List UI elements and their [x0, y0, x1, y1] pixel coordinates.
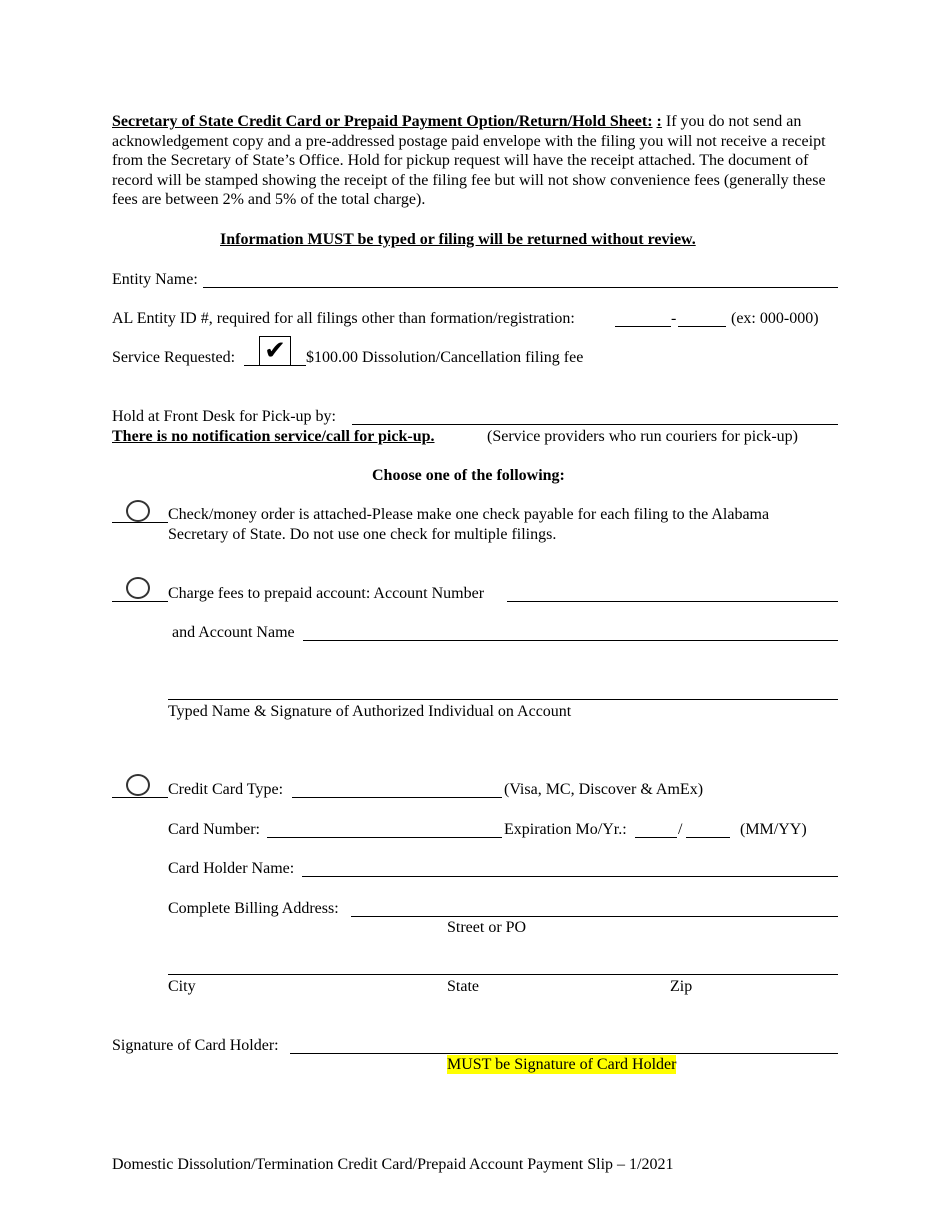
- entity-id-label: AL Entity ID #, required for all filings other than formation/registration:: [112, 310, 575, 327]
- authorized-signature-caption: Typed Name & Signature of Authorized Individual on Account: [168, 703, 572, 720]
- entity-id-example: (ex: 000-000): [731, 310, 819, 327]
- billing-street-field[interactable]: [351, 916, 838, 917]
- entity-id-part1-field[interactable]: [615, 326, 671, 327]
- account-name-field[interactable]: [303, 640, 838, 641]
- card-number-field[interactable]: [267, 837, 502, 838]
- service-providers-text: (Service providers who run couriers for pick-up): [487, 428, 799, 445]
- card-holder-name-label: Card Holder Name:: [168, 860, 295, 877]
- entity-id-separator: -: [671, 310, 677, 327]
- account-number-field[interactable]: [507, 601, 838, 602]
- checkmark-icon: ✔: [264, 336, 286, 366]
- choose-heading: Choose one of the following:: [372, 467, 565, 484]
- check-option-line2: Secretary of State. Do not use one check for multiple filings.: [168, 526, 557, 543]
- card-type-note: (Visa, MC, Discover & AmEx): [504, 781, 704, 798]
- billing-address-label: Complete Billing Address:: [168, 900, 339, 917]
- entity-name-field[interactable]: [203, 287, 838, 288]
- authorized-signature-field[interactable]: [168, 699, 838, 700]
- expiration-format: (MM/YY): [740, 821, 807, 838]
- check-option-line: [112, 522, 168, 523]
- expiration-year-field[interactable]: [686, 837, 730, 838]
- no-notification-text: There is no notification service/call for pick-up.: [112, 428, 435, 445]
- prepaid-option-radio[interactable]: [126, 577, 150, 599]
- expiration-separator: /: [678, 821, 683, 838]
- expiration-month-field[interactable]: [635, 837, 677, 838]
- account-number-label: Charge fees to prepaid account: Account Number: [168, 585, 485, 602]
- credit-option-radio[interactable]: [126, 774, 150, 796]
- hold-pickup-field[interactable]: [352, 424, 838, 425]
- service-checkbox[interactable]: [259, 336, 291, 366]
- intro-body: If you do not send an acknowledgement copy and a pre-addressed postage paid envelope with the filing you will not receive a receipt from the Secretary of State’s Office. Hold for pickup request will have the receipt attached. The document of record will be stamped showing the receipt of the filing fee but will not show convenience fees (generally these fees are between 2% and 5% of the total charge).: [112, 113, 826, 208]
- typed-notice: Information MUST be typed or filing will be returned without review.: [220, 231, 696, 248]
- billing-city-state-zip-field[interactable]: [168, 974, 838, 975]
- card-holder-signature-field[interactable]: [290, 1053, 838, 1054]
- card-type-label: Credit Card Type:: [168, 781, 284, 798]
- card-holder-name-field[interactable]: [302, 876, 838, 877]
- card-number-label: Card Number:: [168, 821, 260, 838]
- expiration-label: Expiration Mo/Yr.:: [504, 821, 627, 838]
- check-option-line1: Check/money order is attached-Please make one check payable for each filing to the Alabama: [168, 506, 770, 523]
- intro-colon: :: [656, 113, 662, 130]
- service-requested-label: Service Requested:: [112, 349, 236, 366]
- state-caption: State: [447, 978, 479, 995]
- zip-caption: Zip: [670, 978, 693, 995]
- account-name-label: and Account Name: [172, 624, 295, 641]
- service-fee-text: $100.00 Dissolution/Cancellation filing fee: [306, 349, 584, 366]
- card-holder-signature-label: Signature of Card Holder:: [112, 1037, 279, 1054]
- entity-name-label: Entity Name:: [112, 271, 198, 288]
- footer-text: Domestic Dissolution/Termination Credit Card/Prepaid Account Payment Slip – 1/2021: [112, 1156, 674, 1173]
- check-option-radio[interactable]: [126, 500, 150, 522]
- hold-label: Hold at Front Desk for Pick-up by:: [112, 408, 336, 425]
- credit-option-line: [112, 797, 168, 798]
- signature-required-note: MUST be Signature of Card Holder: [447, 1056, 677, 1073]
- intro-paragraph: [112, 112, 838, 210]
- entity-id-part2-field[interactable]: [678, 326, 726, 327]
- prepaid-option-line: [112, 601, 168, 602]
- street-caption: Street or PO: [447, 919, 527, 936]
- intro-heading: Secretary of State Credit Card or Prepaid Payment Option/Return/Hold Sheet:: [112, 113, 653, 130]
- city-caption: City: [168, 978, 196, 995]
- card-type-field[interactable]: [292, 797, 502, 798]
